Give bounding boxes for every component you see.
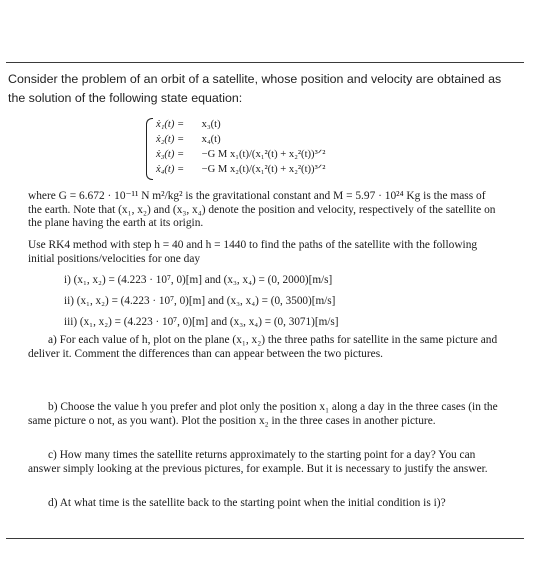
equation-3-rhs: −G M x₁(t)/(x₁²(t) + x₂²(t))³ᐟ² <box>201 149 326 160</box>
initial-condition-iii: iii) (x₁, x₂) = (4.223 · 10⁷, 0)[m] and (x₃, x₄) = (0, 3071)[m/s] <box>64 316 339 328</box>
equation-3-lhs: ẋ₃(t) = <box>156 149 185 160</box>
bottom-divider <box>6 538 524 539</box>
equation-1-rhs: x₃(t) <box>201 119 221 130</box>
equation-2-rhs: x₄(t) <box>201 134 221 145</box>
intro-paragraph: Consider the problem of an orbit of a satellite, whose position and velocity are obtained as the solution of the following state equation: <box>8 72 502 105</box>
question-d: d) At what time is the satellite back to the starting point when the initial condition is i)? <box>48 497 446 509</box>
equation-4-rhs: −G M x₂(t)/(x₁²(t) + x₂²(t))³ᐟ² <box>201 164 326 175</box>
question-c: c) How many times the satellite returns approximately to the starting point for a day? You can answer simply looking at the previous pictures, for example. But it is necessary to justify the answer. <box>28 449 488 475</box>
equation-1-lhs: ẋ₁(t) = <box>156 119 185 130</box>
left-brace <box>146 118 153 180</box>
method-paragraph: Use RK4 method with step h = 40 and h = 1440 to find the paths of the satellite with the following initial positions/velocities for one day <box>28 239 478 265</box>
top-divider <box>6 62 524 63</box>
constants-paragraph: where G = 6.672 · 10⁻¹¹ N m²/kg² is the gravitational constant and M = 5.97 · 10²⁴ Kg is the mass of the earth. Note that (x₁, x₂) and (x₃, x₄) denote the position and velocity, respectively of the satellite on the plane having the earth at its origin. <box>28 190 496 230</box>
equation-1 <box>156 118 221 132</box>
equation-4-lhs: ẋ₄(t) = <box>156 164 185 175</box>
equation-2-lhs: ẋ₂(t) = <box>156 134 185 145</box>
state-equation-system <box>146 118 446 180</box>
equation-3 <box>156 148 325 162</box>
initial-condition-i: i) (x₁, x₂) = (4.223 · 10⁷, 0)[m] and (x₃, x₄) = (0, 2000)[m/s] <box>64 274 333 286</box>
equation-4 <box>156 163 325 177</box>
initial-condition-ii: ii) (x₁, x₂) = (4.223 · 10⁷, 0)[m] and (x₃, x₄) = (0, 3500)[m/s] <box>64 295 336 307</box>
question-a: a) For each value of h, plot on the plane (x₁, x₂) the three paths for satellite in the same picture and deliver it. Comment the differences than can appear between the two pictures. <box>28 334 498 360</box>
question-b: b) Choose the value h you prefer and plot only the position x₁ along a day in the three cases (in the same picture o not, as you want). Plot the position x₂ in the three cases in another picture. <box>28 401 498 427</box>
equation-2 <box>156 133 221 147</box>
